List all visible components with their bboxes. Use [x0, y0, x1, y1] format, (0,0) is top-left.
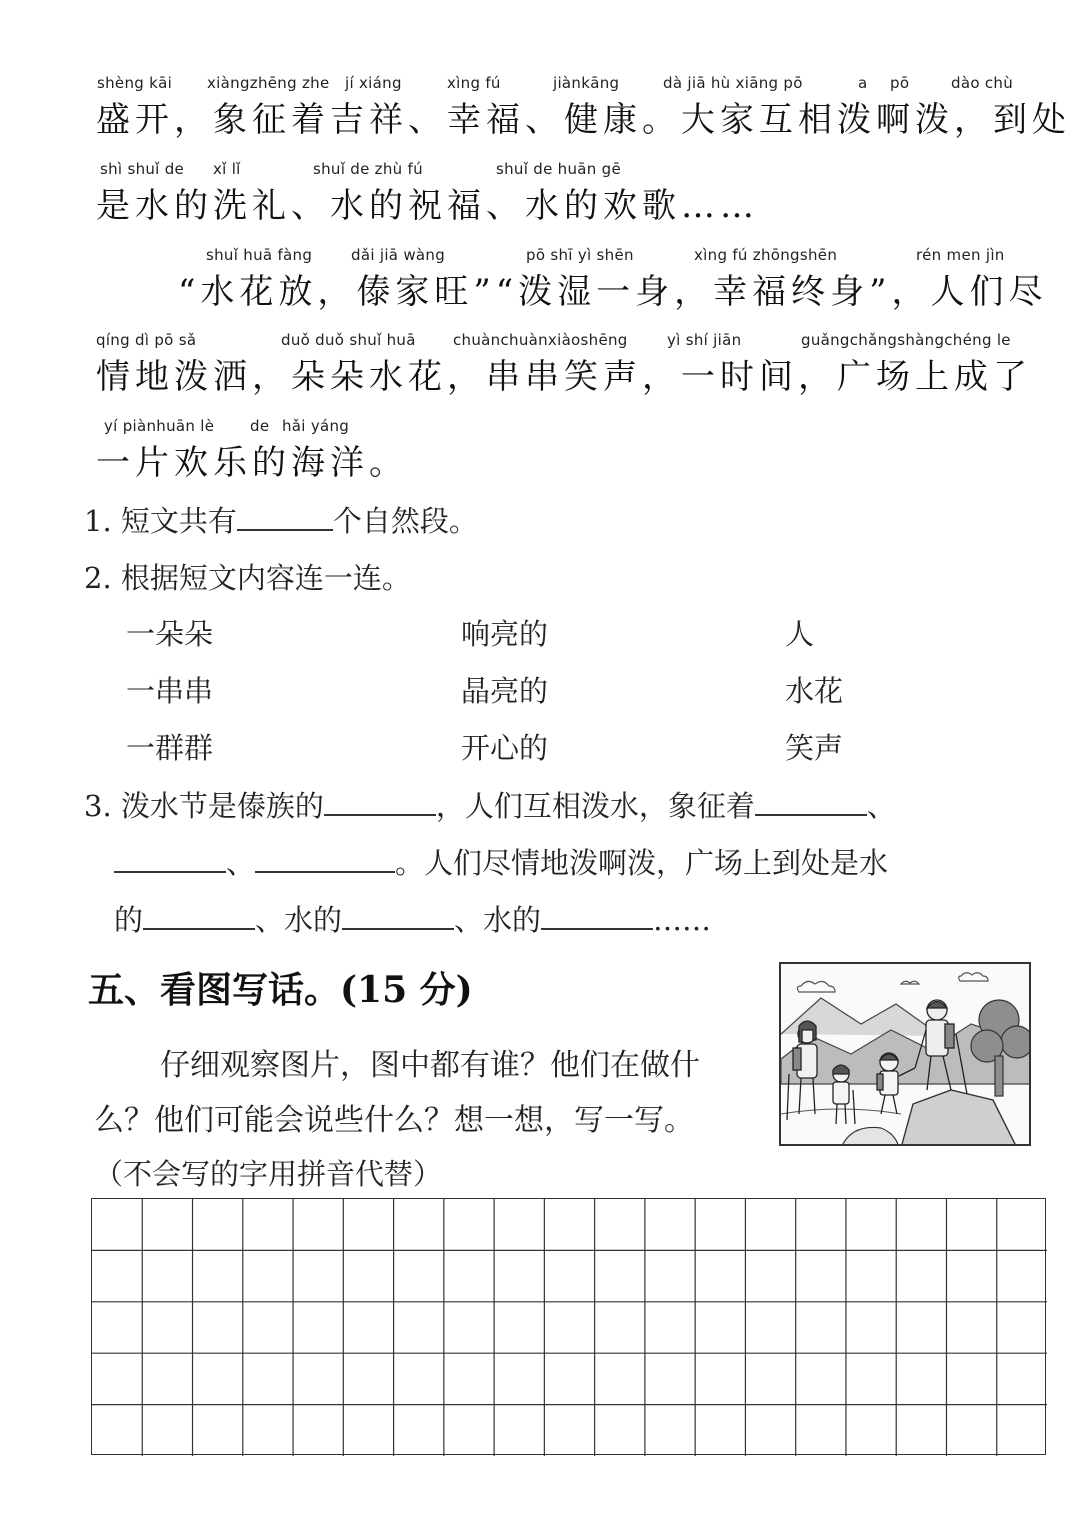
passage-line-4: 情地泼洒，朵朵水花，串串笑声，一时间，广场上成了: [96, 357, 1032, 397]
question-3-text: 、水的: [454, 903, 542, 937]
pinyin: guǎngchǎngshàngchéng le: [801, 331, 1011, 349]
answer-blank[interactable]: [255, 845, 395, 873]
match-left-item[interactable]: 一朵朵: [126, 617, 214, 651]
match-middle-item[interactable]: 开心的: [461, 731, 549, 765]
question-3-text: 。人们尽情地泼啊泼，广场上到处是水: [395, 846, 889, 880]
pinyin: yì shí jiān: [667, 331, 742, 349]
pinyin: dǎi jiā wàng: [351, 246, 446, 264]
question-3-line-2: [114, 841, 888, 882]
match-right-item[interactable]: 笑声: [785, 731, 844, 765]
match-middle-item[interactable]: 晶亮的: [461, 674, 549, 708]
pinyin: a: [858, 74, 868, 92]
hiking-family-illustration: [779, 962, 1031, 1146]
passage-line-3: “水花放，傣家旺”“泼湿一身，幸福终身”，人们尽: [178, 272, 1048, 312]
section-5-title: 五、看图写话。(15 分): [88, 969, 473, 1011]
answer-blank[interactable]: [755, 788, 867, 816]
question-3-text: ……: [653, 903, 712, 937]
match-left-item[interactable]: 一群群: [126, 731, 214, 765]
pinyin: xìng fú zhōngshēn: [694, 246, 838, 264]
pinyin: pō shī yì shēn: [526, 246, 634, 264]
question-3-text: ，人们互相泼水，象征着: [435, 789, 755, 823]
question-1: [84, 499, 478, 540]
pinyin: xiàngzhēng zhe: [207, 74, 330, 92]
writing-grid-lines: [92, 1199, 1047, 1456]
question-3-line-3: [114, 898, 711, 939]
pinyin: rén men jìn: [916, 246, 1005, 264]
pinyin: pō: [890, 74, 910, 92]
answer-blank[interactable]: [342, 902, 454, 930]
question-3-text: 、水的: [255, 903, 343, 937]
pinyin: xìng fú: [447, 74, 501, 92]
passage-line-5: 一片欢乐的海洋。: [96, 443, 408, 483]
answer-blank[interactable]: [143, 902, 255, 930]
pinyin: shuǐ huā fàng: [206, 246, 313, 264]
question-1-text-end: 个自然段。: [332, 504, 478, 538]
section-5-prompt-line-2: 么？他们可能会说些什么？想一想，写一写。: [94, 1103, 694, 1138]
question-3-text: 3. 泼水节是傣族的: [84, 789, 324, 823]
answer-blank[interactable]: [237, 503, 333, 531]
pinyin: duǒ duǒ shuǐ huā: [281, 331, 416, 349]
match-middle-item[interactable]: 响亮的: [461, 617, 549, 651]
question-3-text: 、: [866, 789, 896, 823]
match-left-item[interactable]: 一串串: [126, 674, 214, 708]
passage-line-2: 是水的洗礼、水的祝福、水的欢歌……: [96, 186, 759, 226]
question-3-text: 、: [226, 846, 256, 880]
writing-grid[interactable]: [91, 1198, 1046, 1455]
match-right-item[interactable]: 人: [785, 617, 815, 651]
match-right-item[interactable]: 水花: [785, 674, 844, 708]
pinyin: chuànchuànxiàoshēng: [453, 331, 628, 349]
answer-blank[interactable]: [324, 788, 436, 816]
pinyin: qíng dì pō sǎ: [96, 331, 197, 349]
question-1-text: 1. 短文共有: [84, 504, 237, 538]
answer-blank[interactable]: [114, 845, 226, 873]
pinyin: jí xiáng: [345, 74, 402, 92]
section-5-note: （不会写的字用拼音代替）: [94, 1157, 443, 1191]
pinyin: shì shuǐ de: [100, 160, 185, 178]
pinyin: jiànkāng: [553, 74, 620, 92]
answer-blank[interactable]: [541, 902, 653, 930]
question-3-text: 的: [114, 903, 144, 937]
pinyin: hǎi yáng: [282, 417, 350, 435]
question-2: 2. 根据短文内容连一连。: [84, 561, 411, 595]
pinyin: shuǐ de huān gē: [496, 160, 622, 178]
pinyin: xǐ lǐ: [213, 160, 241, 178]
pinyin: shèng kāi: [97, 74, 173, 92]
pinyin: dà jiā hù xiāng pō: [663, 74, 803, 92]
pinyin: de: [250, 417, 270, 435]
pinyin: dào chù: [951, 74, 1014, 92]
pinyin: yí piànhuān lè: [104, 417, 215, 435]
pinyin: shuǐ de zhù fú: [313, 160, 423, 178]
hiking-scene-drawing: [781, 964, 1031, 1146]
question-3-line-1: [84, 784, 896, 825]
passage-line-1: 盛开，象征着吉祥、幸福、健康。大家互相泼啊泼，到处: [96, 100, 1071, 140]
section-5-prompt-line-1: 仔细观察图片，图中都有谁？他们在做什: [160, 1048, 700, 1083]
